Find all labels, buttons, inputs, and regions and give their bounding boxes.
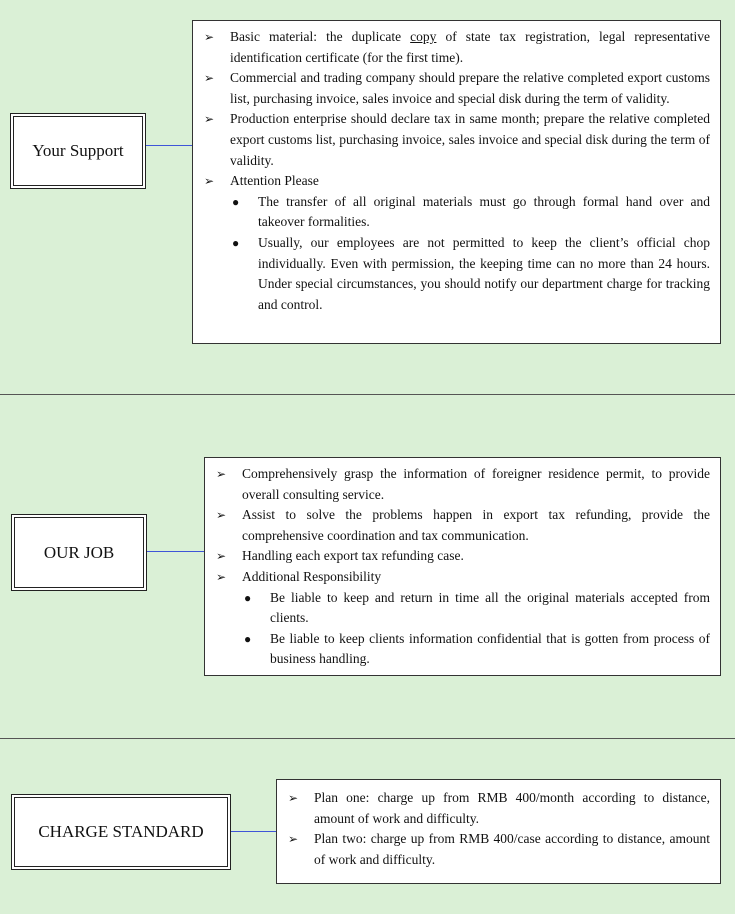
connector-line <box>146 145 192 146</box>
round-bullet-icon: ● <box>244 590 252 605</box>
arrow-bullet-icon: ➢ <box>204 30 215 44</box>
round-bullet-icon: ● <box>232 235 240 250</box>
item-text: of state tax registration, legal representative identification certificate (for the first time). <box>230 29 710 65</box>
item-text: Usually, our employees are not permitted to keep the client’s official chop individually. Even with permission, the keeping time can no more than 24 hours. Under special circumstances, you should notify our department charge for tracking and control. <box>258 234 710 312</box>
list-item <box>204 68 710 109</box>
our-job-label: OUR JOB <box>43 542 115 562</box>
your-support-label: Your Support <box>32 141 124 160</box>
item-text: Be liable to keep and return in time all the original materials accepted from clients. <box>270 589 710 626</box>
round-bullet-icon: ● <box>244 631 252 646</box>
list-item <box>216 567 710 588</box>
our-job-content <box>204 457 721 676</box>
arrow-bullet-icon: ➢ <box>216 467 227 481</box>
list-item <box>204 192 710 233</box>
charge-standard-label: CHARGE STANDARD <box>38 822 204 841</box>
list-item <box>204 233 710 315</box>
item-text: Plan one: charge up from RMB 400/month according to distance, amount of work and difficulty. <box>314 790 710 826</box>
our-job-label-box <box>11 514 147 591</box>
item-text: Attention Please <box>230 173 319 189</box>
list-item <box>204 27 710 68</box>
charge-standard-label-box <box>11 794 231 870</box>
round-bullet-icon: ● <box>232 194 240 209</box>
item-text: Production enterprise should declare tax in same month; prepare the relative completed export customs list, purchasing invoice, sales invoice and special disk during the term of validity. <box>230 111 710 168</box>
arrow-bullet-icon: ➢ <box>288 832 299 847</box>
your-support-content <box>192 20 721 344</box>
list-item <box>216 464 710 505</box>
connector-line <box>231 831 277 832</box>
section-divider <box>0 394 735 395</box>
item-text-underlined: copy <box>410 29 437 44</box>
item-text: Assist to solve the problems happen in export tax refunding, provide the comprehensive coordination and tax communication. <box>242 507 710 543</box>
list-item <box>216 546 710 567</box>
item-text: Handling each export tax refunding case. <box>242 548 464 564</box>
list-item <box>204 109 710 171</box>
your-support-label-box <box>10 113 146 189</box>
arrow-bullet-icon: ➢ <box>216 508 227 523</box>
item-text: Additional Responsibility <box>242 568 382 584</box>
arrow-bullet-icon: ➢ <box>216 569 227 584</box>
item-text: Be liable to keep clients information confidential that is gotten from process of business handling. <box>270 630 710 667</box>
item-text: Comprehensively grasp the information of foreigner residence permit, to provide overall consulting service. <box>242 466 710 502</box>
item-text: The transfer of all original materials must go through formal hand over and takeover formalities. <box>258 193 710 230</box>
list-item <box>288 829 710 870</box>
charge-standard-content <box>276 779 721 884</box>
arrow-bullet-icon: ➢ <box>204 174 215 189</box>
section-divider <box>0 738 735 739</box>
list-item <box>288 788 710 829</box>
arrow-bullet-icon: ➢ <box>204 71 215 86</box>
list-item <box>216 588 710 629</box>
arrow-bullet-icon: ➢ <box>216 549 227 564</box>
item-text: Plan two: charge up from RMB 400/case according to distance, amount of work and difficulty. <box>314 831 710 867</box>
item-text: Commercial and trading company should prepare the relative completed export customs list, purchasing invoice, sales invoice and special disk during the term of validity. <box>230 70 710 106</box>
list-item <box>216 629 710 670</box>
item-text: Basic material: the duplicate <box>230 29 411 44</box>
list-item <box>204 171 710 192</box>
arrow-bullet-icon: ➢ <box>204 112 215 127</box>
arrow-bullet-icon: ➢ <box>288 791 299 805</box>
list-item <box>216 505 710 546</box>
